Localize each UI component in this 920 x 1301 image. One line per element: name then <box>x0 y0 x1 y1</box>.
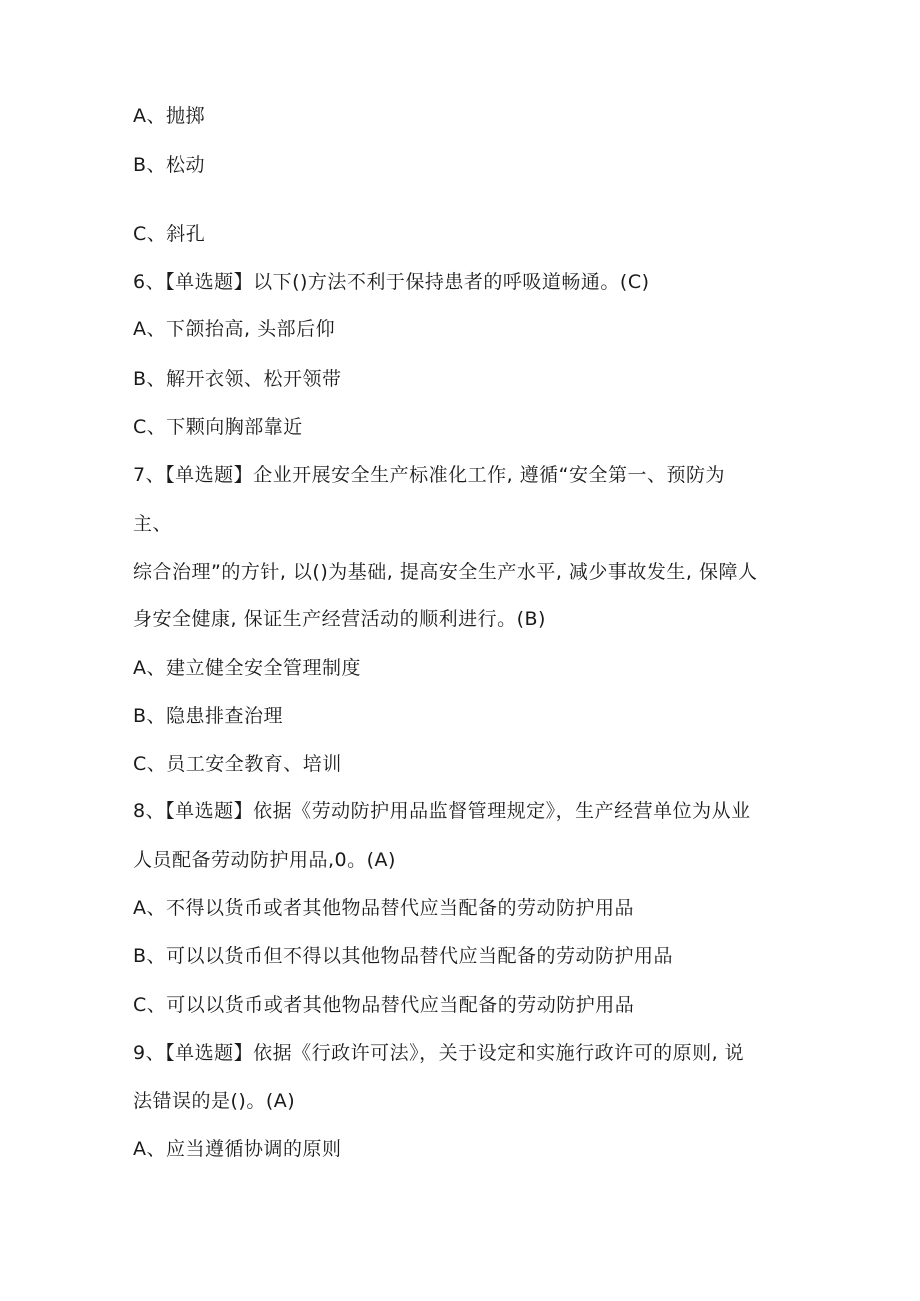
option-a-q5: A、抛掷 <box>133 105 205 127</box>
question-8-line-2: 人员配备劳动防护用品,0。(A) <box>133 849 396 871</box>
option-b-q8: B、可以以货币但不得以其他物品替代应当配备的劳动防护用品 <box>133 945 674 967</box>
option-b-q6: B、解开衣领、松开领带 <box>133 368 342 390</box>
option-a-q7: A、建立健全安全管理制度 <box>133 657 361 679</box>
question-8-line-1: 8、【单选题】依据《劳动防护用品监督管理规定》，生产经营单位为从业 <box>133 800 751 822</box>
option-c-q5: C、斜孔 <box>133 223 206 245</box>
option-b-q7: B、隐患排查治理 <box>133 705 284 727</box>
option-c-q6: C、下颗向胸部靠近 <box>133 416 303 438</box>
option-a-q6: A、下颌抬高, 头部后仰 <box>133 318 336 340</box>
question-6: 6、【单选题】以下()方法不利于保持患者的呼吸道畅通。(C) <box>133 271 650 293</box>
option-a-q8: A、不得以货币或者其他物品替代应当配备的劳动防护用品 <box>133 897 634 919</box>
question-7-line-2: 主、 <box>133 513 173 535</box>
option-c-q8: C、可以以货币或者其他物品替代应当配备的劳动防护用品 <box>133 994 635 1016</box>
option-c-q7: C、员工安全教育、培训 <box>133 753 342 775</box>
question-7-line-4: 身安全健康, 保证生产经营活动的顺利进行。(B) <box>133 608 546 630</box>
question-9-line-1: 9、【单选题】依据《行政许可法》，关于设定和实施行政许可的原则, 说 <box>133 1042 745 1064</box>
question-9-line-2: 法错误的是()。(A) <box>133 1090 296 1112</box>
option-a-q9: A、应当遵循协调的原则 <box>133 1138 342 1160</box>
option-b-q5: B、松动 <box>133 154 206 176</box>
question-7-line-3: 综合治理”的方针, 以()为基础, 提高安全生产水平, 减少事故发生, 保障人 <box>133 561 758 583</box>
question-7-line-1: 7、【单选题】企业开展安全生产标准化工作, 遵循“安全第一、预防为 <box>133 464 726 486</box>
